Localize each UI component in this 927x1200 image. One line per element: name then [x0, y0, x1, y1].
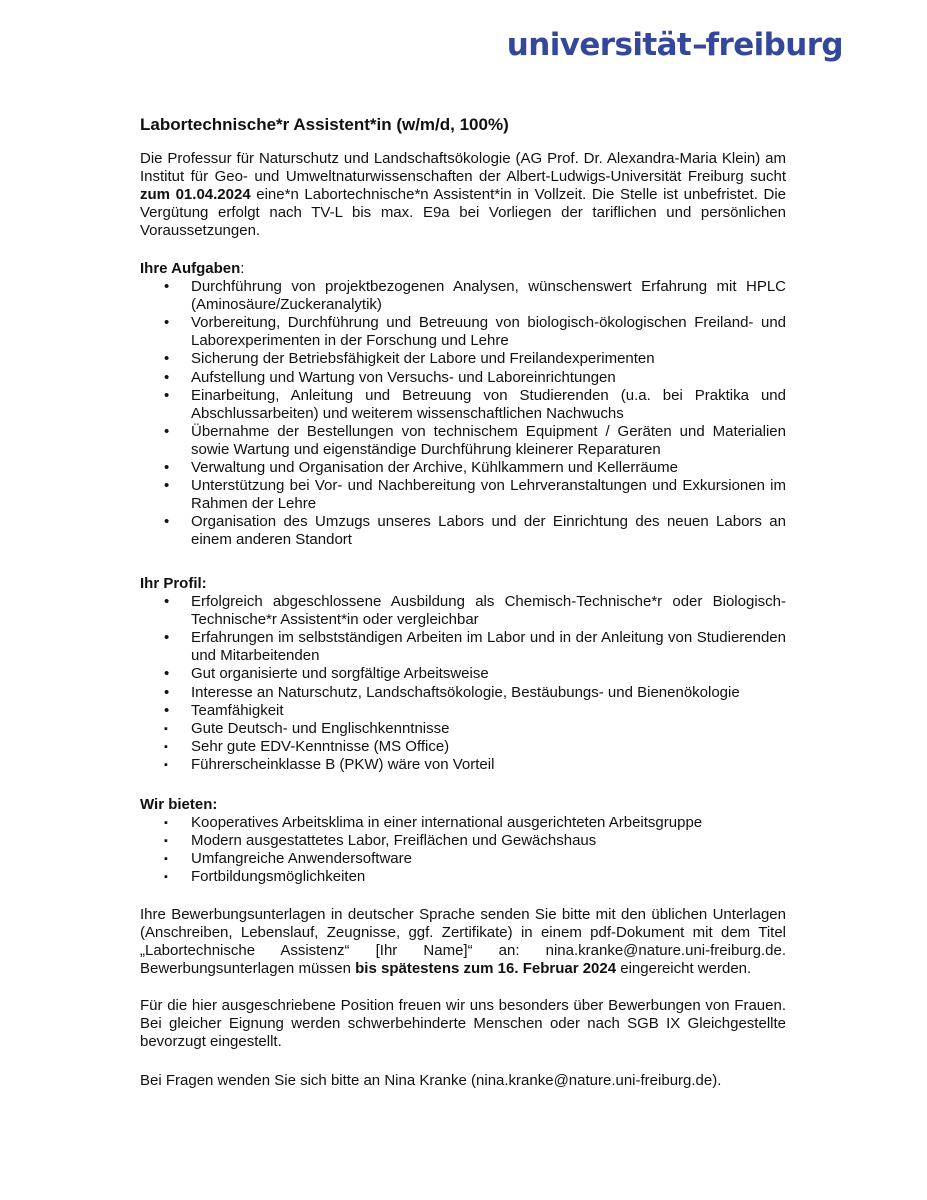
- logo-dash: –: [692, 27, 705, 63]
- offer-heading: Wir bieten:: [140, 796, 218, 813]
- list-item: ▪ Gute Deutsch- und Englischkenntnisse: [140, 720, 786, 738]
- list-item: • Durchführung von projektbezogenen Analysen, wünschenswert Erfahrung mit HPLC (Aminosäure/Zuckeranalytik): [140, 278, 786, 314]
- logo-word-freiburg: freiburg: [705, 27, 843, 63]
- application-deadline: bis spätestens zum 16. Februar 2024: [355, 960, 617, 978]
- contact-paragraph: Bei Fragen wenden Sie sich bitte an Nina Kranke (nina.kranke@nature.uni-freiburg.de).: [140, 1072, 722, 1089]
- list-item: • Einarbeitung, Anleitung und Betreuung von Studierenden (u.a. bei Praktika und Abschlussarbeiten) und weiterem wissenschaftlichen Nachwuchs: [140, 387, 786, 423]
- application-text-before: Ihre Bewerbungsunterlagen in deutscher Sprache senden Sie bitte mit den üblichen Unterlagen (Anschreiben, Lebenslauf, Zeugnisse, ggf. Zertifikate) in einem pdf-Dokument mit dem Titel „Labortechnische Assistenz“ [Ihr Name]“ an: nina.kranke@nature.uni-freiburg.de. Bewerbungsunterlagen müssen: [140, 906, 786, 978]
- tasks-heading-text: Ihre Aufgaben: [140, 260, 241, 277]
- application-text-after: eingereicht werden.: [616, 960, 752, 978]
- intro-section: [140, 150, 786, 240]
- list-item: • Erfolgreich abgeschlossene Ausbildung als Chemisch-Technische*r oder Biologisch-Technische*r Assistent*in oder vergleichbar: [140, 593, 786, 629]
- list-item: ▪ Fortbildungsmöglichkeiten: [140, 868, 786, 886]
- profile-section: [140, 575, 786, 774]
- list-item: • Unterstützung bei Vor- und Nachbereitung von Lehrveranstaltungen und Exkursionen im Rahmen der Lehre: [140, 477, 786, 513]
- tasks-heading-colon: :: [240, 260, 245, 277]
- offer-list: [140, 814, 786, 886]
- intro-text-after: eine*n Labortechnische*n Assistent*in in Vollzeit. Die Stelle ist unbefristet. Die Vergütung erfolgt nach TV-L bis max. E9a bei Vorliegen der tariflichen und persönlichen Voraussetzungen.: [140, 186, 786, 240]
- list-item: • Erfahrungen im selbstständigen Arbeiten im Labor und in der Anleitung von Studierenden und Mitarbeitenden: [140, 629, 786, 665]
- tasks-section: [140, 260, 786, 550]
- diversity-paragraph: Für die hier ausgeschriebene Position freuen wir uns besonders über Bewerbungen von Frauen. Bei gleicher Eignung werden schwerbehinderte Menschen oder nach SGB IX Gleichgestellte bevorzugt eingestellt.: [140, 997, 786, 1051]
- list-item: ▪ Führerscheinklasse B (PKW) wäre von Vorteil: [140, 756, 786, 774]
- list-item: • Aufstellung und Wartung von Versuchs- und Laboreinrichtungen: [140, 369, 786, 387]
- list-item: ▪ Sehr gute EDV-Kenntnisse (MS Office): [140, 738, 786, 756]
- intro-paragraph: [140, 150, 786, 240]
- list-item: • Organisation des Umzugs unseres Labors und der Einrichtung des neuen Labors an einem anderen Standort: [140, 513, 786, 549]
- list-item: • Gut organisierte und sorgfältige Arbeitsweise: [140, 665, 786, 683]
- tasks-heading: [140, 260, 786, 278]
- diversity-section: [140, 997, 786, 1051]
- application-paragraph: [140, 906, 786, 978]
- list-item: • Interesse an Naturschutz, Landschaftsökologie, Bestäubungs- und Bienenökologie: [140, 684, 786, 702]
- list-item: • Übernahme der Bestellungen von technischem Equipment / Geräten und Materialien sowie Wartung und eigenständige Durchführung kleinerer Reparaturen: [140, 423, 786, 459]
- profile-list: [140, 593, 786, 720]
- logo-word-universitaet: universität: [506, 27, 692, 63]
- intro-text-before: Die Professur für Naturschutz und Landschaftsökologie (AG Prof. Dr. Alexandra-Maria Klein) am Institut für Geo- und Umweltnaturwissenschaften der Albert-Ludwigs-Universität Freiburg sucht: [140, 150, 786, 186]
- profile-skills-list: [140, 720, 786, 774]
- list-item: • Vorbereitung, Durchführung und Betreuung von biologisch-ökologischen Freiland- und Laborexperimenten in der Forschung und Lehre: [140, 314, 786, 350]
- contact-section: [140, 1072, 786, 1090]
- list-item: • Teamfähigkeit: [140, 702, 786, 720]
- list-item: • Sicherung der Betriebsfähigkeit der Labore und Freilandexperimenten: [140, 350, 786, 368]
- profile-heading: Ihr Profil:: [140, 575, 207, 592]
- university-logo: [506, 27, 843, 63]
- list-item: • Verwaltung und Organisation der Archive, Kühlkammern und Kellerräume: [140, 459, 786, 477]
- list-item: ▪ Modern ausgestattetes Labor, Freiflächen und Gewächshaus: [140, 832, 786, 850]
- offer-section: [140, 796, 786, 886]
- job-title: Labortechnische*r Assistent*in (w/m/d, 100%): [140, 115, 509, 134]
- list-item: ▪ Umfangreiche Anwendersoftware: [140, 850, 786, 868]
- list-item: ▪ Kooperatives Arbeitsklima in einer international ausgerichteten Arbeitsgruppe: [140, 814, 786, 832]
- application-section: [140, 906, 786, 978]
- intro-start-date: zum 01.04.2024: [140, 186, 251, 204]
- tasks-list: [140, 278, 786, 549]
